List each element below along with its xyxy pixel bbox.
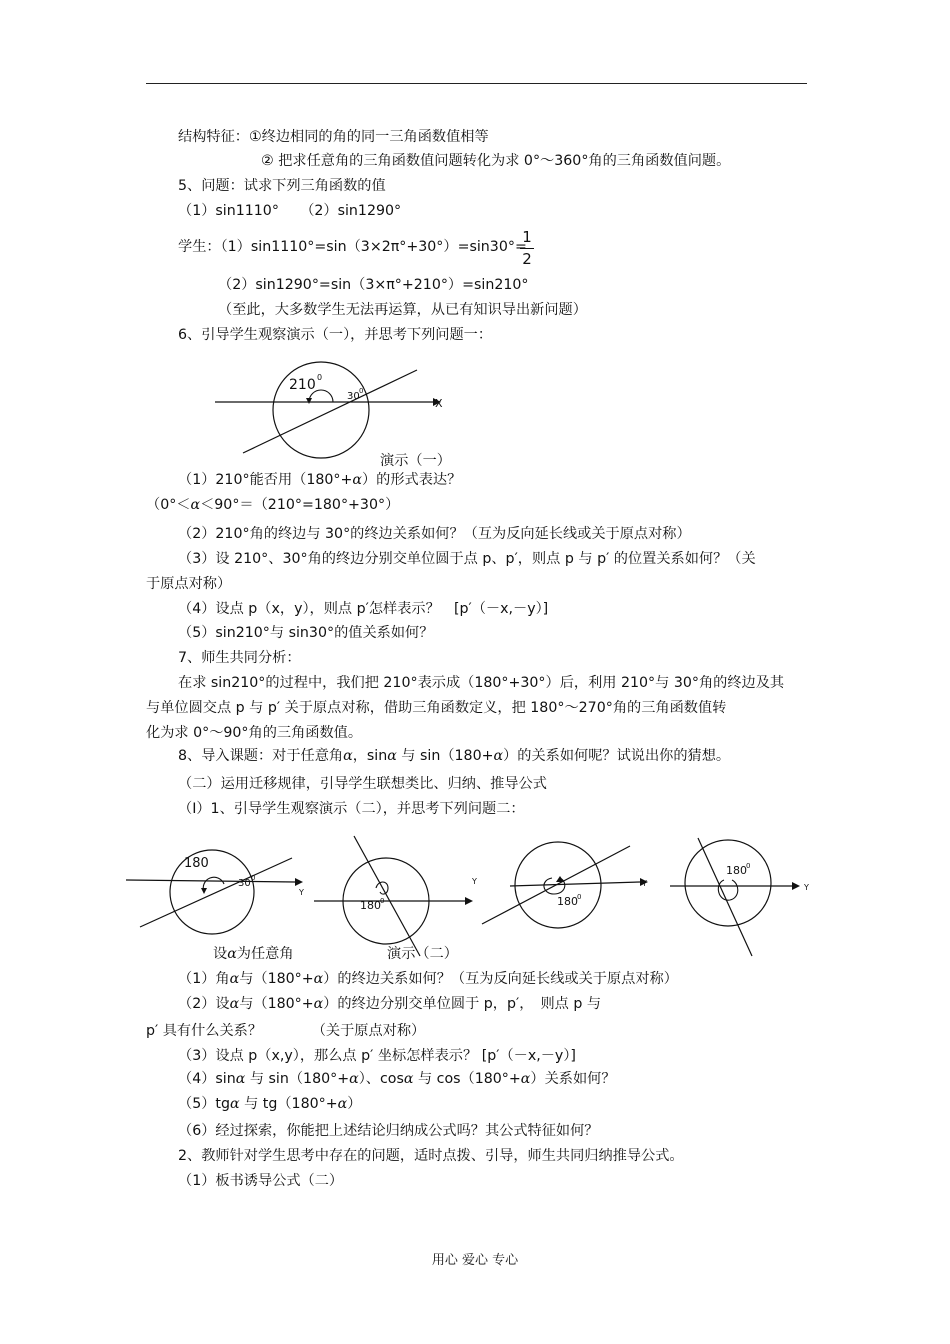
text-line: （2）210°角的终边与 30°的终边关系如何？（互为反向延长线或关于原点对称）	[178, 526, 691, 542]
small-angle-sup: 0	[251, 874, 256, 882]
axis-label: Y	[299, 888, 304, 897]
text-line: 与单位圆交点 p 与 p′ 关于原点对称，借助三角函数定义，把 180°～270°角的三角函数值转	[146, 700, 727, 716]
arc-arrow-icon	[306, 398, 312, 404]
diagram-2	[314, 836, 473, 956]
angle-label: 180	[557, 895, 578, 908]
arc-arrow-icon	[201, 888, 207, 894]
text-line: 5、问题：试求下列三角函数的值	[178, 178, 386, 194]
small-angle-sup: 0	[577, 893, 582, 901]
arrow-head-icon	[792, 882, 800, 890]
angle-label: 180	[726, 864, 747, 877]
text-line: （Ⅰ）1、引导学生观察演示（二），并思考下列问题二：	[178, 801, 525, 817]
demo-two-figures	[120, 828, 820, 960]
alpha-symbol: α	[190, 497, 201, 513]
arrow-head-icon	[465, 897, 473, 905]
alpha-symbol: α	[229, 971, 240, 987]
angle-label: 180	[184, 856, 209, 871]
text-line: （6）经过探索，你能把上述结论归纳成公式吗？其公式特征如何？	[178, 1123, 599, 1139]
caption-demo-one: 演示（一）	[380, 453, 451, 469]
text-line: 学生：（1）sin1110°=sin（3×2π°+30°）=sin30°=	[178, 239, 527, 255]
text-line: （1）角α与（180°+α）的终边关系如何？（互为反向延长线或关于原点对称）	[178, 971, 678, 987]
header-rule	[146, 83, 807, 84]
alpha-symbol: α	[403, 1071, 414, 1087]
alpha-symbol: α	[229, 1096, 240, 1112]
arc-arrow-icon	[556, 876, 564, 882]
alpha-symbol: α	[387, 748, 397, 764]
text-line: （0°＜α＜90°＝（210°=180°+30°）	[146, 497, 400, 513]
text-line: 于原点对称）	[146, 576, 232, 592]
text-line: p′ 具有什么关系？ （关于原点对称）	[146, 1023, 426, 1039]
text-line: 8、导入课题：对于任意角α，sinα 与 sin（180+α）的关系如何呢？试说出你的猜想。	[178, 748, 731, 764]
alpha-symbol: α	[229, 996, 240, 1012]
unit-circle	[685, 840, 771, 926]
text-line: （1）210°能否用（180°+α）的形式表达？	[178, 472, 462, 488]
small-angle-sup: 0	[746, 862, 751, 870]
axis-label: Y	[472, 877, 477, 886]
text-line: （5）tgα 与 tg（180°+α）	[178, 1096, 362, 1112]
alpha-symbol: α	[313, 971, 324, 987]
alpha-symbol: α	[343, 748, 353, 764]
text-line: （1）板书诱导公式（二）	[178, 1173, 344, 1189]
alpha-symbol: α	[520, 1071, 531, 1087]
small-angle-label: 30	[238, 878, 251, 889]
terminal-side-line	[243, 370, 417, 453]
caption-any-angle: 设α为任意角	[213, 946, 294, 962]
text-line: （4）设点 p（x，y），则点 p′怎样表示？ [p′（－x,－y）]	[178, 601, 549, 617]
alpha-symbol: α	[493, 748, 504, 764]
terminal-side-line	[698, 838, 752, 956]
text-line: 在求 sin210°的过程中，我们把 210°表示成（180°+30°）后，利用 210°与 30°角的终边及其	[178, 675, 785, 691]
text-line: （4）sinα 与 sin（180°+α）、cosα 与 cos（180°+α）关系如何？	[178, 1071, 616, 1087]
axis-line	[510, 882, 640, 886]
text-line: （3）设点 p（x,y），那么点 p′ 坐标怎样表示？ [p′（－x,－y）]	[178, 1048, 576, 1064]
unit-circle	[170, 850, 254, 934]
alpha-symbol: α	[227, 946, 237, 962]
small-angle-sup: 0	[359, 387, 364, 395]
axis-label: Y	[804, 883, 809, 892]
terminal-side-line	[140, 858, 292, 927]
alpha-symbol: α	[235, 1071, 246, 1087]
text-line: （1）sin1110° （2）sin1290°	[178, 203, 402, 219]
fraction-one-half	[520, 228, 534, 269]
angle-label: 180	[360, 899, 381, 912]
text-line: 化为求 0°～90°角的三角函数值。	[146, 725, 363, 741]
fraction-denominator: 2	[522, 250, 532, 268]
text-line: ② 把求任意角的三角函数值问题转化为求 0°～360°角的三角函数值问题。	[261, 153, 731, 169]
terminal-side-line	[482, 846, 630, 924]
angle-sup: 0	[317, 373, 323, 382]
axis-label: Y	[642, 879, 647, 888]
text-line: （至此，大多数学生无法再运算，从已有知识导出新问题）	[218, 302, 587, 318]
alpha-symbol: α	[337, 1096, 348, 1112]
fraction-bar	[520, 248, 534, 249]
small-angle-sup: 0	[380, 897, 385, 905]
caption-demo-two: 演示（二）	[387, 946, 458, 962]
diagram-1	[126, 850, 304, 934]
text-line: （2）设α与（180°+α）的终边分别交单位圆于 p，p′， 则点 p 与	[178, 996, 602, 1012]
small-angle-label: 30	[347, 391, 360, 402]
fraction-numerator: 1	[522, 228, 532, 246]
text-line: （5）sin210°与 sin30°的值关系如何？	[178, 625, 434, 641]
text-line: 7、师生共同分析：	[178, 650, 301, 666]
arrow-head-icon	[295, 878, 303, 886]
angle-label: 210	[289, 377, 316, 393]
text-line: 2、教师针对学生思考中存在的问题，适时点拨、引导，师生共同归纳推导公式。	[178, 1148, 684, 1164]
text-line: （3）设 210°、30°角的终边分别交单位圆于点 p、p′，则点 p 与 p′ 的位置关系如何？（关	[178, 551, 756, 567]
alpha-symbol: α	[349, 1071, 359, 1087]
axis-label: X	[435, 397, 443, 410]
text-line: （二）运用迁移规律，引导学生联想类比、归纳、推导公式	[178, 776, 547, 792]
axis-line	[126, 880, 295, 882]
text-line: 6、引导学生观察演示（一），并思考下列问题一：	[178, 327, 493, 343]
text-line: （2）sin1290°=sin（3×π°+210°）=sin210°	[218, 277, 529, 293]
alpha-symbol: α	[313, 996, 324, 1012]
alpha-symbol: α	[352, 472, 362, 488]
diagram-4	[670, 838, 809, 956]
diagram-3	[471, 842, 648, 928]
text-line: 结构特征：①终边相同的角的同一三角函数值相等	[178, 129, 489, 145]
page-footer: 用心 爱心 专心	[431, 1253, 519, 1268]
